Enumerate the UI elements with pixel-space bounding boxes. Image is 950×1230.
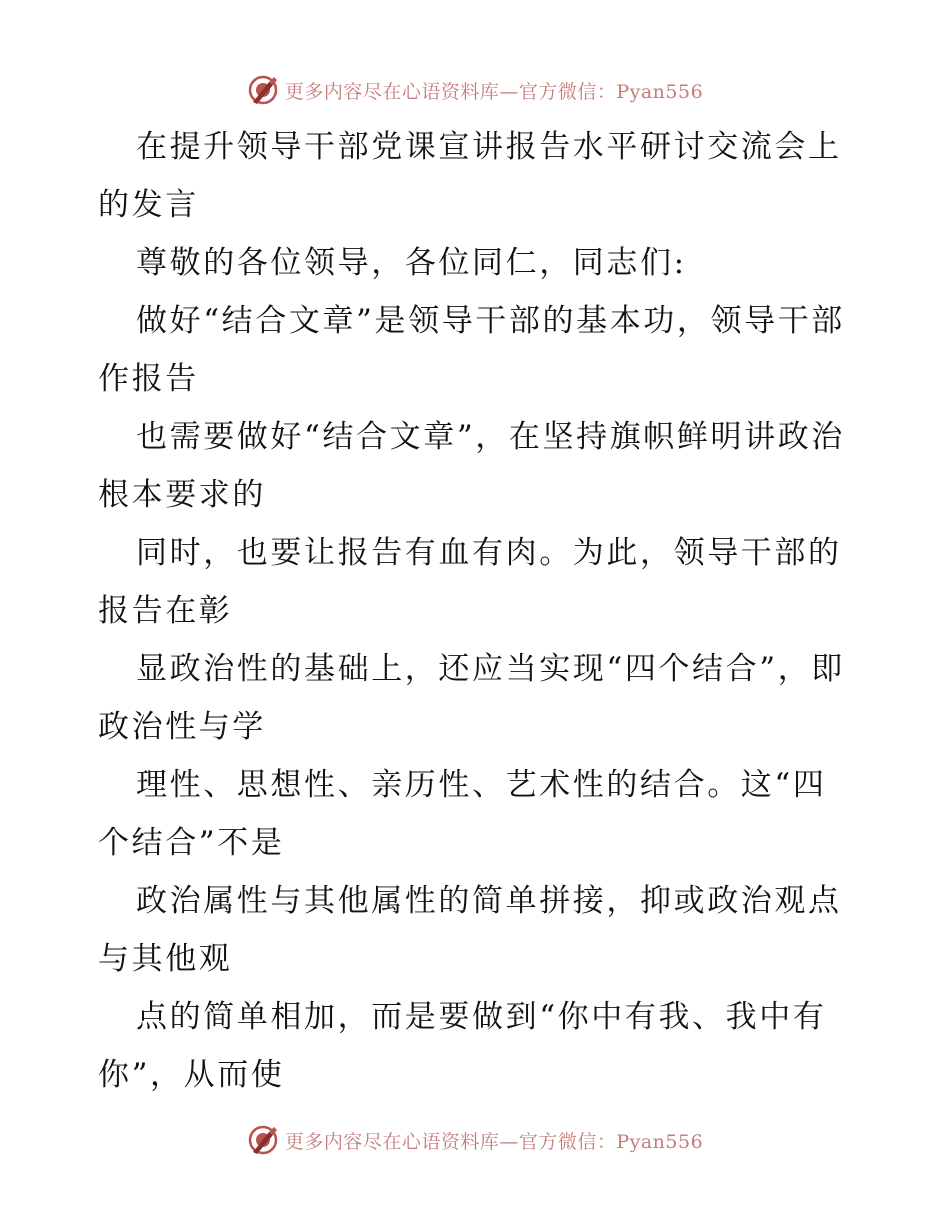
watermark-banner-bottom (0, 1120, 950, 1160)
document-body (98, 118, 858, 1104)
paragraph-2: 也需要做好“结合文章”，在坚持旗帜鲜明讲政治根本要求的 (98, 419, 845, 513)
watermark-banner-top (0, 70, 950, 110)
watermark-banner-inner (247, 1124, 703, 1156)
watermark-text: 更多内容尽在心语资料库—官方微信：Pyan556 (284, 80, 704, 103)
pen-seal-icon (247, 1124, 279, 1156)
paragraph-5: 理性、思想性、亲历性、艺术性的结合。这“四个结合”不是 (98, 767, 827, 861)
paragraph-3: 同时，也要让报告有血有肉。为此，领导干部的报告在彰 (98, 535, 842, 629)
watermark-banner-inner (247, 74, 703, 106)
salutation: 尊敬的各位领导，各位同仁，同志们: (136, 245, 687, 281)
pen-seal-icon (247, 74, 279, 106)
paragraph-1: 做好“结合文章”是领导干部的基本功，领导干部作报告 (98, 303, 845, 397)
paragraph-7: 点的简单相加，而是要做到“你中有我、我中有你”，从而使 (98, 999, 827, 1093)
paragraph-4: 显政治性的基础上，还应当实现“四个结合”，即政治性与学 (98, 651, 845, 745)
document-title: 在提升领导干部党课宣讲报告水平研讨交流会上的发言 (98, 129, 842, 223)
paragraph-6: 政治属性与其他属性的简单拼接，抑或政治观点与其他观 (98, 883, 842, 977)
watermark-text: 更多内容尽在心语资料库—官方微信：Pyan556 (284, 1130, 704, 1153)
